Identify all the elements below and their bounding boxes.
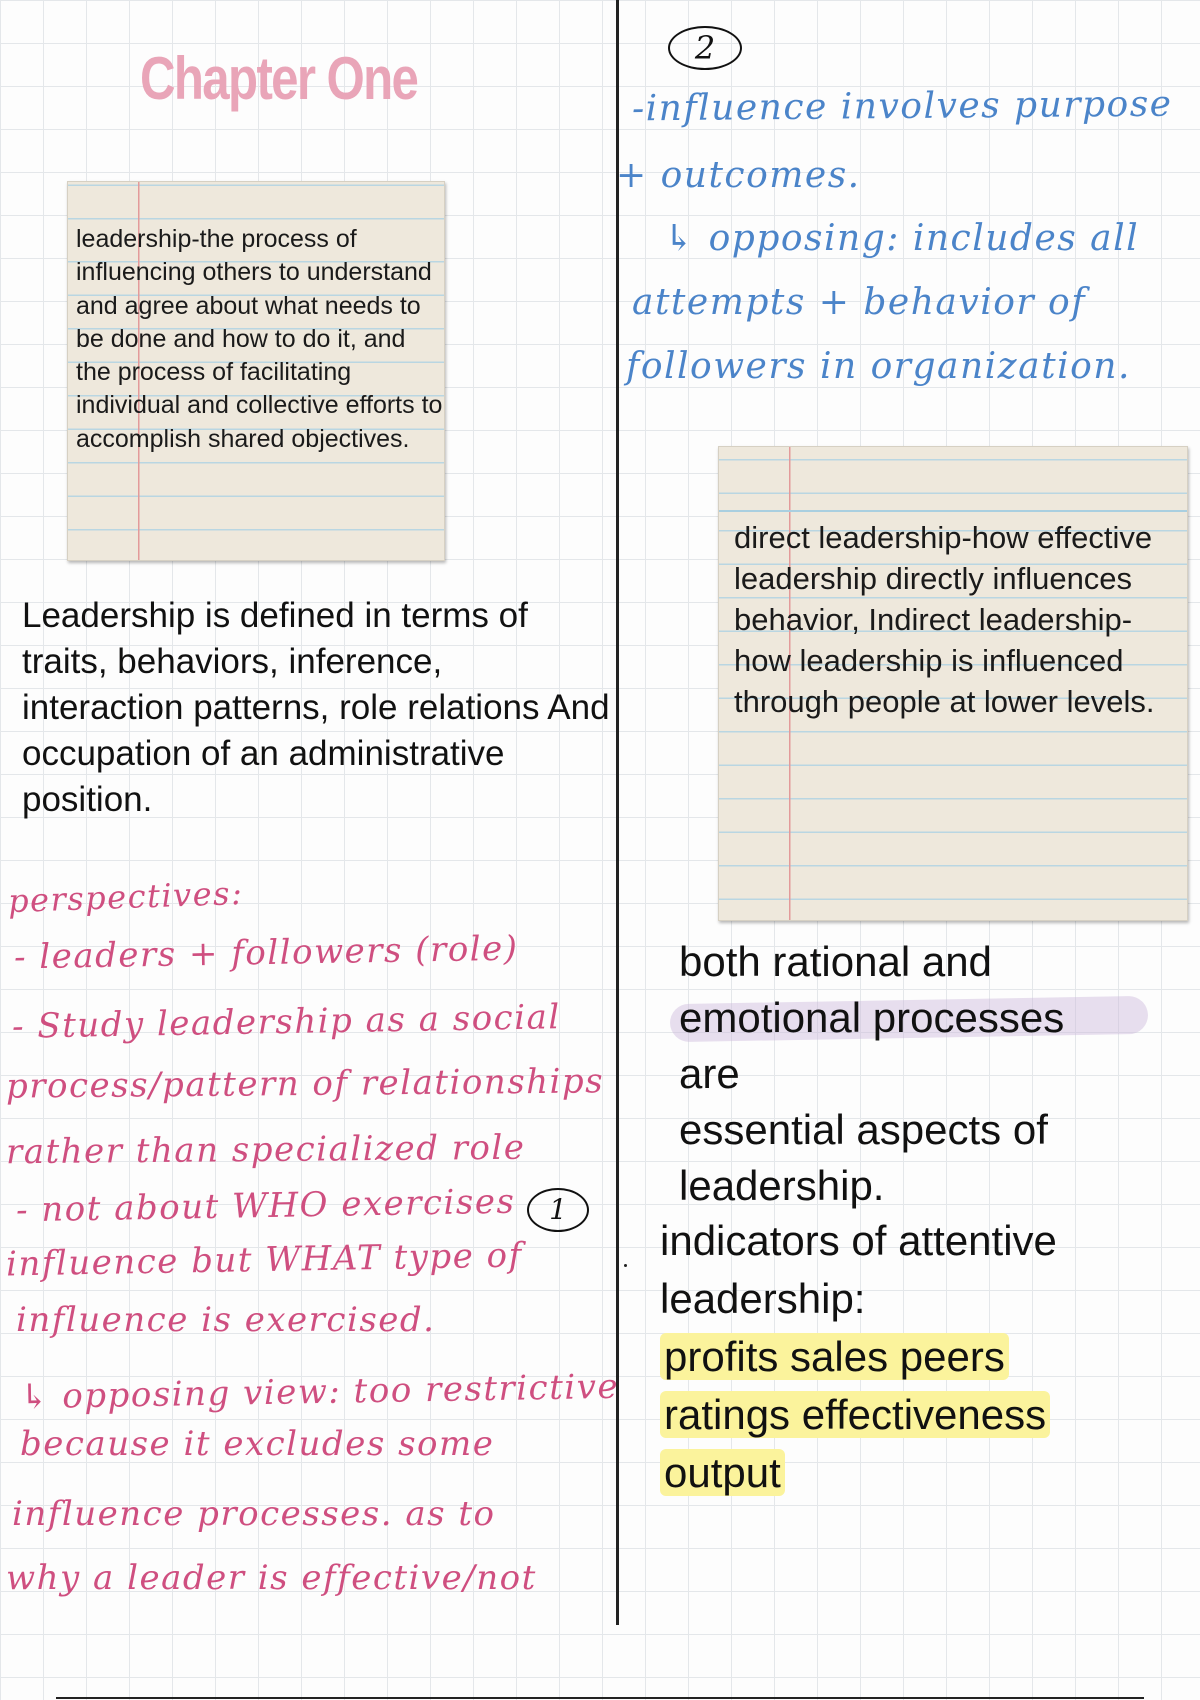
handwritten-note-line: influence but WHAT type of [5,1235,523,1285]
handwritten-note-line: followers in organization. [626,346,1131,387]
handwritten-note-line: why a leader is effective/not [6,1558,537,1598]
typed-indicators-paragraph [660,1212,1180,1502]
typed-line: both rational and [679,938,992,985]
typed-line: indicators of attentive [660,1217,1057,1264]
direct-leadership-card-text: direct leadership-how effective leadership directly influences behavior, Indirect leadership-how leadership is influenced through people at lower levels. [734,520,1155,719]
note-number-circle: 1 [527,1188,589,1232]
highlighted-line: ratings effectiveness [660,1391,1050,1438]
handwritten-note-line: -influence involves purpose [631,83,1173,130]
handwritten-note-line: ↳ opposing view: too restrictive [19,1366,620,1418]
stray-dot [624,1264,627,1267]
typed-rational-paragraph [679,934,1179,1214]
handwritten-note-line: + outcomes. [616,155,861,196]
handwritten-note-line: - Study leadership as a social [11,997,562,1047]
handwritten-note-line: influence processes. as to [12,1494,496,1534]
highlighted-line: output [660,1449,785,1496]
page-number-circle: 2 [668,26,742,70]
handwritten-note-line: perspectives: [7,873,244,921]
typed-line: essential aspects of [679,1106,1048,1153]
handwritten-note-line: attempts + behavior of [632,282,1087,323]
handwritten-note-line: - leaders + followers (role) [13,928,519,978]
typed-definition-paragraph: Leadership is defined in terms of traits, behaviors, inference, interaction patterns, role relations And occupation of an administrative position. [22,596,610,819]
typed-line: are [679,1050,740,1097]
handwritten-note-line: process/pattern of relationships [5,1061,605,1107]
direct-leadership-index-card [718,446,1188,921]
highlighted-line: profits sales peers [660,1333,1009,1380]
definition-index-card [67,181,445,561]
handwritten-note-line: - not about WHO exercises [15,1181,516,1231]
handwritten-note-line: because it excludes some [20,1424,495,1464]
typed-line: emotional processes [679,994,1065,1041]
card-header-line [719,510,1187,512]
definition-card-text: leadership-the process of influencing others to understand and agree about what needs to be done and how to do it, and the process of facilitating individual and collective efforts to accomplish shared objectives. [76,225,443,453]
typed-line: leadership: [660,1275,866,1322]
handwritten-note-line: influence is exercised. [16,1300,436,1340]
page-title: Chapter One [140,45,418,112]
typed-line: leadership. [679,1162,885,1209]
handwritten-note-line: ↳ opposing: includes all [664,218,1140,259]
handwritten-note-line: rather than specialized role [5,1127,526,1173]
bottom-rule [56,1697,1144,1699]
